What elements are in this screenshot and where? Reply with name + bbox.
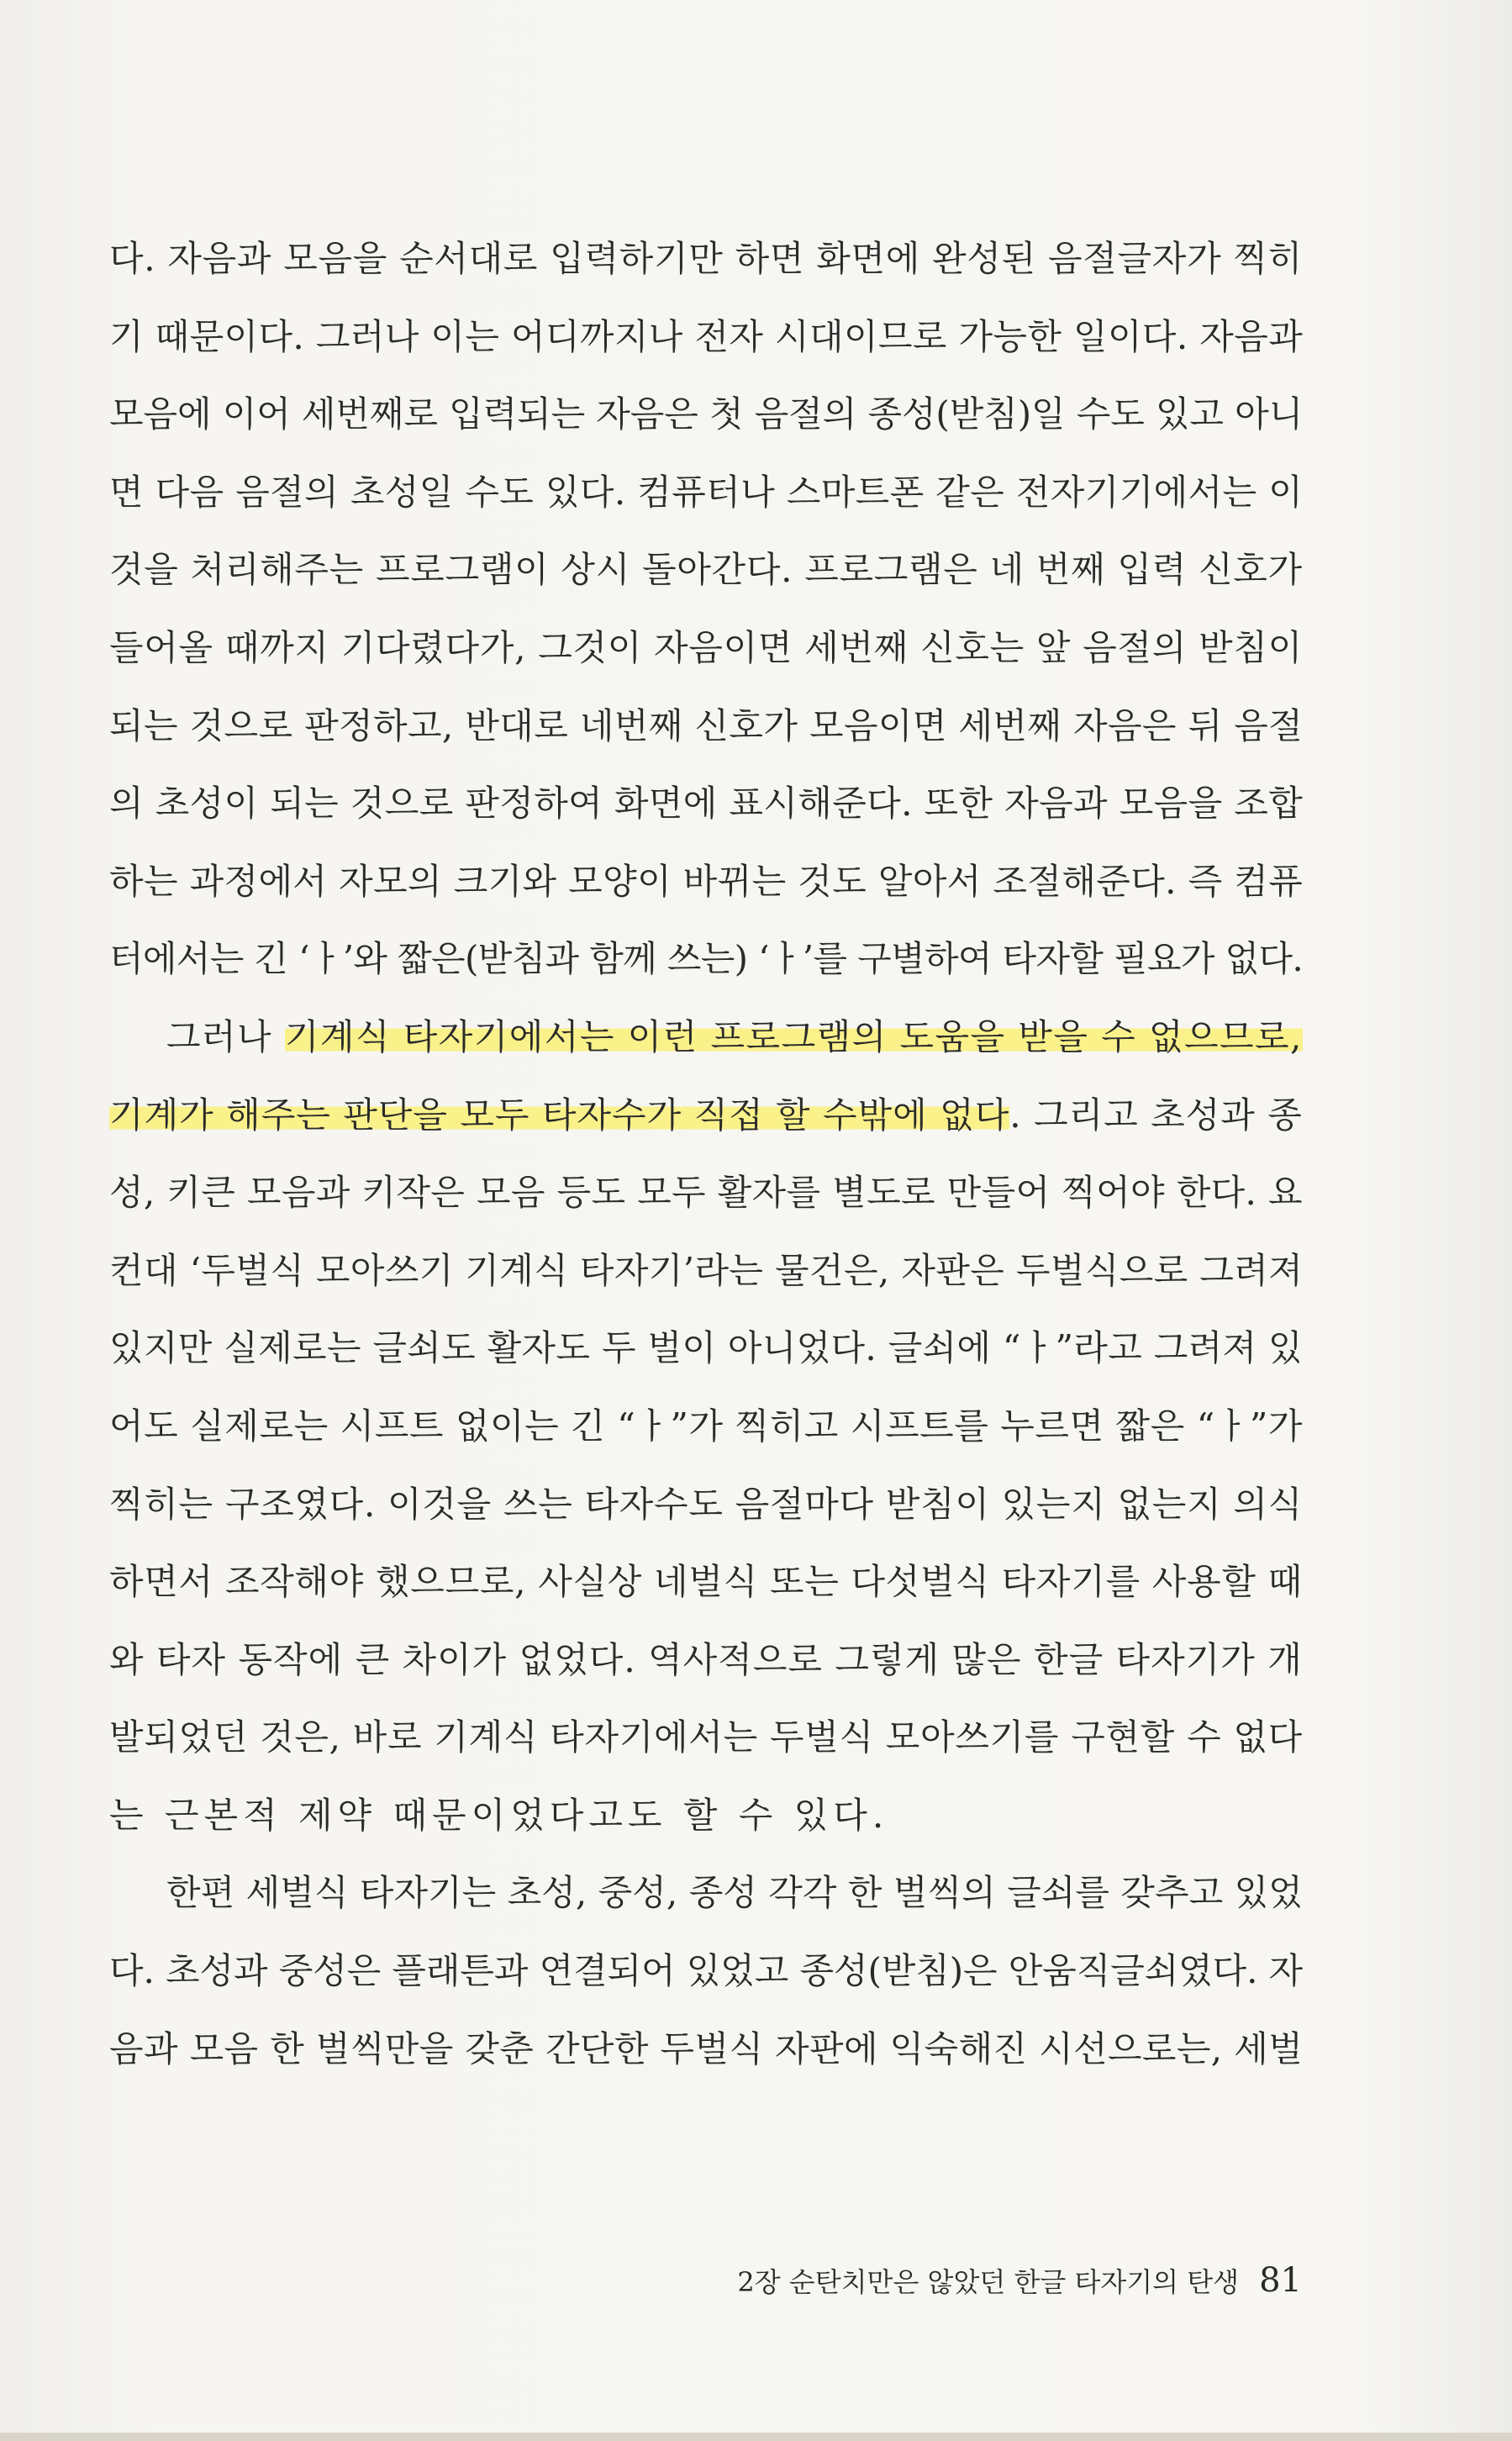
text-segment: 그러나 bbox=[166, 1015, 285, 1057]
text-line: 성, 키큰 모음과 키작은 모음 등도 모두 활자를 별도로 만들어 찍어야 한다. 요 bbox=[109, 1172, 1303, 1214]
text-line: 어도 실제로는 시프트 없이는 긴 “ㅏ”가 찍히고 시프트를 누르면 짧은 “ㅏ”가 bbox=[109, 1405, 1303, 1447]
highlighted-text: 기계식 타자기에서는 이런 프로그램의 도움을 받을 수 없으므로, bbox=[284, 1015, 1303, 1057]
text-line: 들어올 때까지 기다렸다가, 그것이 자음이면 세번째 신호는 앞 음절의 받침이 bbox=[109, 626, 1303, 668]
text-segment: . 그리고 초성과 종 bbox=[1009, 1094, 1303, 1136]
text-line: 하면서 조작해야 했으므로, 사실상 네벌식 또는 다섯벌식 타자기를 사용할 때 bbox=[109, 1561, 1303, 1603]
text-line-highlighted bbox=[109, 1077, 1303, 1155]
text-line: 터에서는 긴 ‘ㅏ’와 짧은(받침과 함께 쓰는) ‘ㅏ’를 구별하여 타자할 필요가 없다. bbox=[109, 938, 1303, 980]
text-line: 있지만 실제로는 글쇠도 활자도 두 벌이 아니었다. 글쇠에 “ㅏ”라고 그려져 있 bbox=[109, 1327, 1303, 1369]
page-number: 81 bbox=[1259, 2261, 1302, 2300]
text-line: 컨대 ‘두벌식 모아쓰기 기계식 타자기’라는 물건은, 자판은 두벌식으로 그려져 bbox=[109, 1249, 1303, 1291]
text-line: 것을 처리해주는 프로그램이 상시 돌아간다. 프로그램은 네 번째 입력 신호가 bbox=[109, 549, 1303, 591]
text-line: 찍히는 구조였다. 이것을 쓰는 타자수도 음절마다 받침이 있는지 없는지 의식 bbox=[109, 1483, 1303, 1525]
running-head: 2장 순탄치만은 않았던 한글 타자기의 탄생 bbox=[737, 2266, 1240, 2298]
text-line: 는 근본적 제약 때문이었다고도 할 수 있다. bbox=[109, 1794, 889, 1836]
text-line: 와 타자 동작에 큰 차이가 없었다. 역사적으로 그렇게 많은 한글 타자기가 개 bbox=[109, 1638, 1303, 1680]
text-line: 모음에 이어 세번째로 입력되는 자음은 첫 음절의 종성(받침)일 수도 있고 아니 bbox=[109, 393, 1303, 435]
text-line: 다. 초성과 중성은 플래튼과 연결되어 있었고 종성(받침)은 안움직글쇠였다. 자 bbox=[109, 1950, 1303, 1992]
text-line: 하는 과정에서 자모의 크기와 모양이 바뀌는 것도 알아서 조절해준다. 즉 컴퓨 bbox=[109, 860, 1303, 902]
text-line: 면 다음 음절의 초성일 수도 있다. 컴퓨터나 스마트폰 같은 전자기기에서는 이 bbox=[109, 471, 1303, 513]
text-line-highlighted bbox=[109, 999, 1303, 1077]
text-line: 되는 것으로 판정하고, 반대로 네번째 신호가 모음이면 세번째 자음은 뒤 음절 bbox=[109, 704, 1303, 746]
text-line: 음과 모음 한 벌씩만을 갖춘 간단한 두벌식 자판에 익숙해진 시선으로는, 세벌 bbox=[109, 2027, 1303, 2069]
page-footer bbox=[737, 2261, 1302, 2300]
text-line: 한편 세벌식 타자기는 초성, 중성, 종성 각각 한 벌씩의 글쇠를 갖추고 있었 bbox=[166, 1872, 1303, 1914]
text-line: 발되었던 것은, 바로 기계식 타자기에서는 두벌식 모아쓰기를 구현할 수 없다 bbox=[109, 1716, 1303, 1758]
page-edge bbox=[0, 2433, 1512, 2441]
text-line: 기 때문이다. 그러나 이는 어디까지나 전자 시대이므로 가능한 일이다. 자음과 bbox=[109, 315, 1303, 357]
text-line: 의 초성이 되는 것으로 판정하여 화면에 표시해준다. 또한 자음과 모음을 조합 bbox=[109, 783, 1303, 825]
text-line: 다. 자음과 모음을 순서대로 입력하기만 하면 화면에 완성된 음절글자가 찍히 bbox=[109, 238, 1303, 279]
body-text bbox=[109, 220, 1303, 2088]
highlighted-text: 기계가 해주는 판단을 모두 타자수가 직접 할 수밖에 없다 bbox=[109, 1094, 1010, 1136]
